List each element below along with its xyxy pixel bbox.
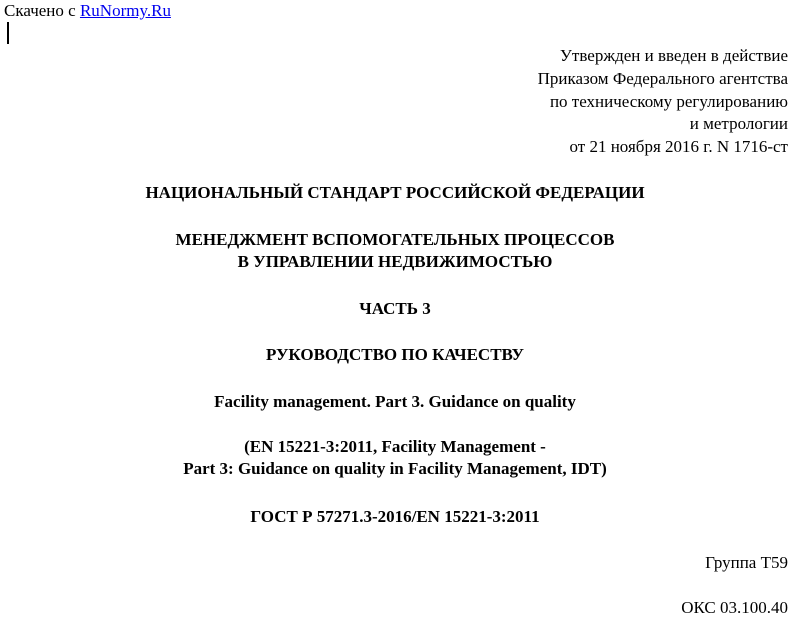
approval-line: по техническому регулированию: [549, 91, 788, 111]
english-title: Facility management. Part 3. Guidance on quality: [214, 392, 576, 411]
download-source-line: [4, 1, 171, 21]
downloaded-prefix: Скачено с: [4, 1, 76, 20]
approval-line: Утвержден и введен в действие: [559, 46, 788, 65]
gost-designation: ГОСТ Р 57271.3-2016/EN 15221-3:2011: [250, 507, 540, 526]
group-code: Группа Т59: [705, 553, 788, 572]
standard-title: [0, 229, 790, 273]
standard-title-line1: МЕНЕДЖМЕНТ ВСПОМОГАТЕЛЬНЫХ ПРОЦЕССОВ: [175, 230, 615, 249]
part-heading: ЧАСТЬ 3: [359, 299, 431, 318]
approval-line: Приказом Федерального агентства: [537, 68, 788, 88]
oks-code: ОКС 03.100.40: [681, 598, 788, 617]
text-cursor: [7, 22, 9, 44]
en-reference-line2: Part 3: Guidance on quality in Facility Management, IDT): [183, 459, 607, 478]
standard-title-line2: В УПРАВЛЕНИИ НЕДВИЖИМОСТЬЮ: [237, 252, 553, 271]
subtitle-heading: РУКОВОДСТВО ПО КАЧЕСТВУ: [266, 345, 524, 364]
runormy-link[interactable]: RuNormy.Ru: [79, 1, 171, 20]
approval-block: [538, 45, 788, 159]
national-standard-heading: НАЦИОНАЛЬНЫЙ СТАНДАРТ РОССИЙСКОЙ ФЕДЕРАЦИИ: [145, 183, 645, 202]
en-reference-line1: (EN 15221-3:2011, Facility Management -: [244, 437, 546, 456]
approval-line: от 21 ноября 2016 г. N 1716-ст: [569, 137, 788, 157]
en-reference: [0, 436, 790, 480]
approval-line: и метрологии: [689, 114, 788, 134]
